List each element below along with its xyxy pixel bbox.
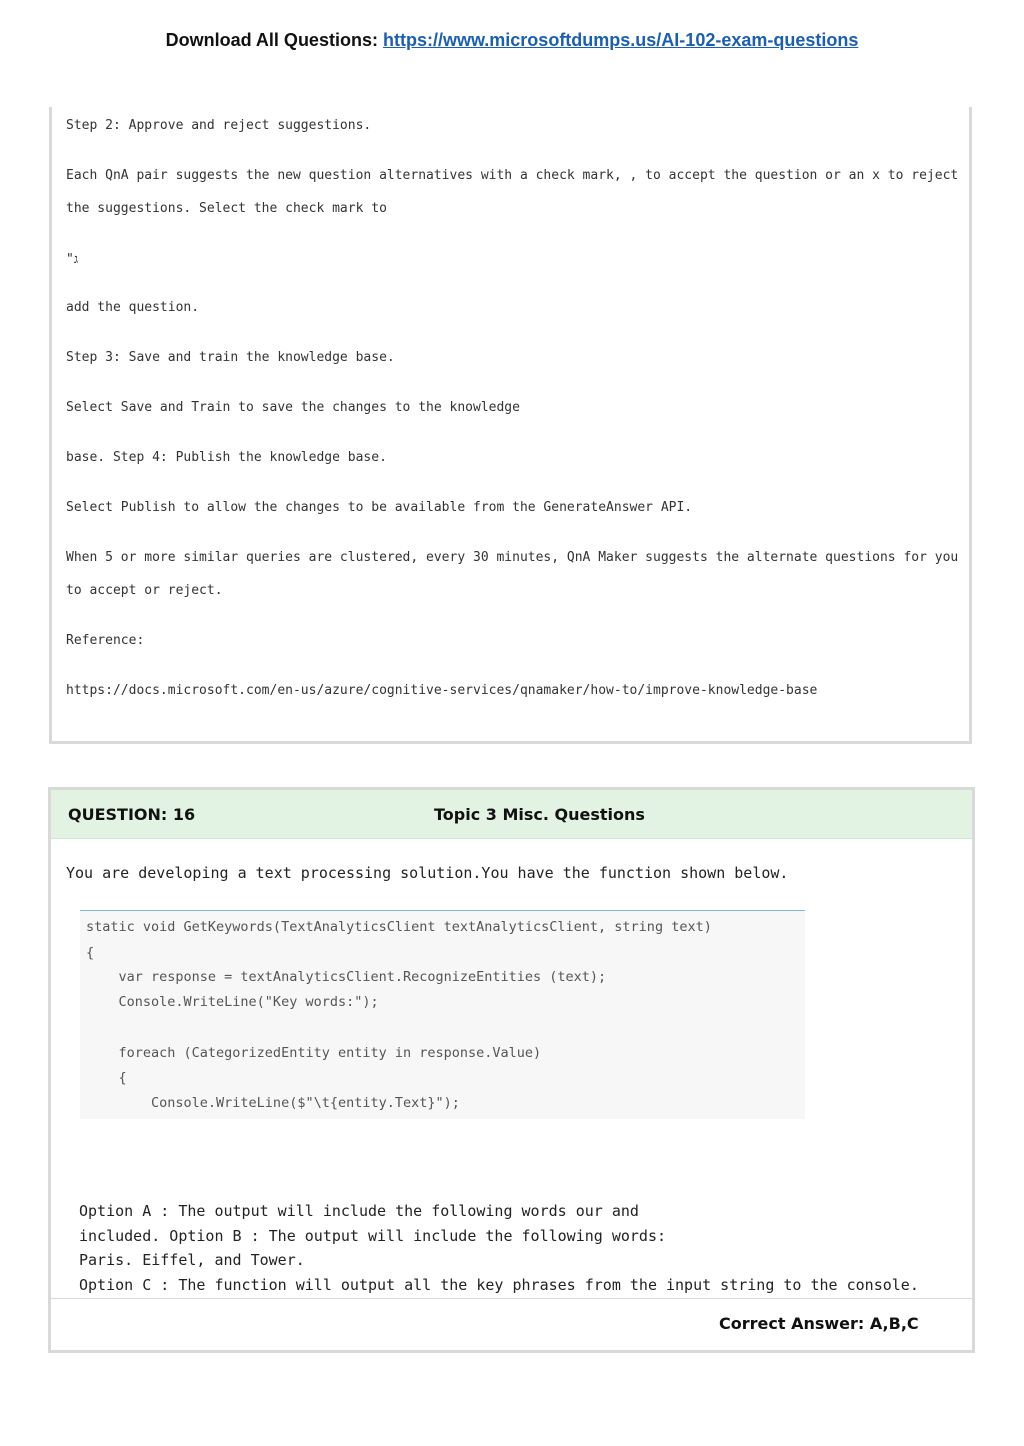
explanation-line: Select Publish to allow the changes to be available from the GenerateAnswer API. bbox=[66, 500, 693, 515]
explanation-line: Step 2: Approve and reject suggestions. bbox=[66, 118, 372, 133]
explanation-line: to accept or reject. bbox=[66, 583, 223, 598]
code-line: Console.WriteLine("Key words:"); bbox=[86, 994, 379, 1010]
answer-divider bbox=[51, 1298, 972, 1299]
option-line: included. Option B : The output will include the following words: bbox=[79, 1227, 666, 1245]
question-header bbox=[51, 790, 972, 839]
explanation-line: Select Save and Train to save the changes to the knowledge bbox=[66, 400, 520, 415]
code-line: { bbox=[86, 1070, 127, 1086]
question-topic: Topic 3 Misc. Questions bbox=[434, 805, 645, 824]
explanation-line: the suggestions. Select the check mark to bbox=[66, 201, 387, 216]
explanation-line: Reference: bbox=[66, 633, 145, 648]
code-line: var response = textAnalyticsClient.RecognizeEntities (text); bbox=[86, 969, 607, 985]
correct-answer: Correct Answer: A,B,C bbox=[719, 1314, 919, 1333]
reference-link[interactable]: https://docs.microsoft.com/en-us/azure/cognitive-services/qnamaker/how-to/improve-knowledge-base bbox=[66, 683, 818, 698]
explanation-line: add the question. bbox=[66, 300, 200, 315]
explanation-line: "ג bbox=[66, 252, 79, 267]
explanation-line: base. Step 4: Publish the knowledge base. bbox=[66, 450, 387, 465]
download-link[interactable]: https://www.microsoftdumps.us/AI-102-exam-questions bbox=[382, 30, 859, 50]
code-image bbox=[80, 910, 805, 1119]
explanation-line: Step 3: Save and train the knowledge base. bbox=[66, 350, 395, 365]
code-line: Console.WriteLine($"\t{entity.Text}"); bbox=[86, 1095, 460, 1111]
download-header bbox=[0, 30, 1024, 51]
explanation-line: Each QnA pair suggests the new question alternatives with a check mark, , to accept the question or an x to reject bbox=[66, 168, 959, 183]
code-line: foreach (CategorizedEntity entity in response.Value) bbox=[86, 1045, 542, 1061]
option-line: Option C : The function will output all the key phrases from the input string to the console. bbox=[79, 1276, 919, 1294]
option-line: Option A : The output will include the following words our and bbox=[79, 1202, 639, 1220]
code-line: { bbox=[86, 945, 95, 961]
download-label: Download All Questions: bbox=[165, 30, 378, 50]
question-number: QUESTION: 16 bbox=[68, 805, 196, 824]
option-line: Paris. Eiffel, and Tower. bbox=[79, 1251, 305, 1269]
explanation-line: When 5 or more similar queries are clustered, every 30 minutes, QnA Maker suggests the alternate questions for you bbox=[66, 550, 959, 565]
question-stem: You are developing a text processing solution.You have the function shown below. bbox=[66, 864, 789, 882]
code-line: static void GetKeywords(TextAnalyticsClient textAnalyticsClient, string text) bbox=[86, 919, 712, 935]
